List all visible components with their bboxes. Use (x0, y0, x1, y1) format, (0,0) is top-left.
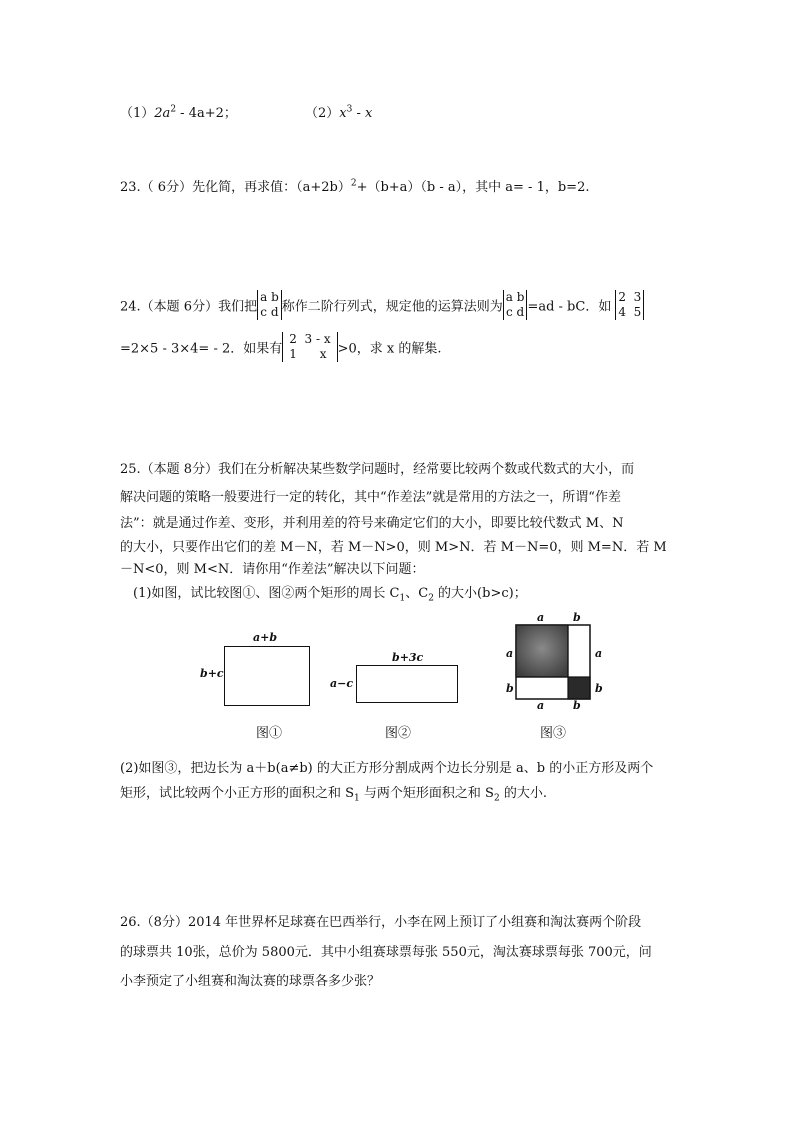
q25-line2: 解决问题的策略一般要进行一定的转化，其中“作差法”就是常用的方法之一，所谓“作差 (120, 490, 621, 505)
fig2-caption: 图② (385, 726, 412, 741)
fig3-right-a: a (595, 647, 603, 660)
q25-line3: 法”：就是通过作差、变形，并利用差的符号来确定它们的大小，即要比较代数式 M、N (120, 516, 624, 531)
q22-part2: $(2)x^3$ - x (305, 104, 373, 121)
determinant-example: 2 3 4 5 (615, 290, 644, 320)
q25-line1: 25.（本题 8分）我们在分析解决某些数学问题时，经常要比较两个数或代数式的大小，而 (120, 462, 635, 477)
q26-line3: 小李预定了小组赛和淘汰赛的球票各多少张？ (120, 974, 381, 989)
q25-part2-line1: (2)如图③，把边长为 a＋b(a≠b) 的大正方形分割成两个边长分别是 a、b 的小正方形及两个 (120, 761, 654, 776)
determinant-rule: a b c d (503, 290, 528, 320)
q26-line2: 的球票共 10张，总价为 5800元．其中小组赛球票每张 550元，淘汰赛球票每张 700元，问 (120, 945, 652, 960)
fig3-square-diagram (515, 624, 591, 700)
q26-line1: 26.（8分）2014 年世界杯足球赛在巴西举行，小李在网上预订了小组赛和淘汰赛两个阶段 (120, 915, 642, 930)
fig3-bottom-a: a (537, 699, 545, 712)
fig3-right-b: b (595, 682, 603, 695)
fig3-top-a: a (537, 611, 545, 624)
q25-line4: 的大小，只要作出它们的差 M－N，若 M－N>0，则 M>N．若 M－N=0，则 M=N．若 M (120, 540, 667, 555)
q25-part1: (1)如图，试比较图①、图②两个矩形的周长 $C_1$、$C_2$ 的大小(b>c)； (133, 586, 527, 604)
fig3-left-b: b (506, 682, 514, 695)
fig3-caption: 图③ (540, 726, 567, 741)
fig1-rectangle (224, 646, 310, 706)
question-24-line2: =2×5 - 3×4= - 2．如果有2 3 - x 1 x >0，求 x 的解集. (120, 332, 442, 361)
fig2-top-label: b+3c (392, 651, 424, 664)
q25-part2-line2: 矩形，试比较两个小正方形的面积之和 $S_1$ 与两个矩形面积之和 $S_2$ 的大小. (120, 786, 547, 804)
fig2-rectangle (356, 665, 458, 703)
question-24-line1: 24.（本题 6分）我们把a b c d 称作二阶行列式，规定他的运算法则为a b c d =ad - bC．如2 3 4 5 (120, 290, 644, 330)
fig2-left-label: a−c (330, 677, 354, 690)
fig3-top-b: b (573, 611, 581, 624)
q25-line5: －N<0，则 M<N．请你用“作差法”解决以下问题： (120, 562, 425, 577)
fig3-bottom-b: b (573, 699, 581, 712)
fig1-caption: 图① (256, 726, 283, 741)
fig1-left-label: b+c (200, 667, 224, 680)
determinant-abcd: a b c d (257, 290, 282, 320)
fig1-top-label: a+b (253, 631, 278, 644)
determinant-inequality: 2 3 - x 1 x (282, 332, 337, 362)
question-23: 23.（ 6分）先化简，再求值：$(a+2b)^2+(b+a)(b - a)$，其中 a= - 1，b=2. (120, 178, 590, 195)
fig3-left-a: a (506, 647, 514, 660)
fig3-square-b (568, 677, 590, 699)
fig3-square-a (516, 625, 568, 677)
q22-part1: $(1)2a^2 - 4a+2$； (120, 104, 237, 121)
